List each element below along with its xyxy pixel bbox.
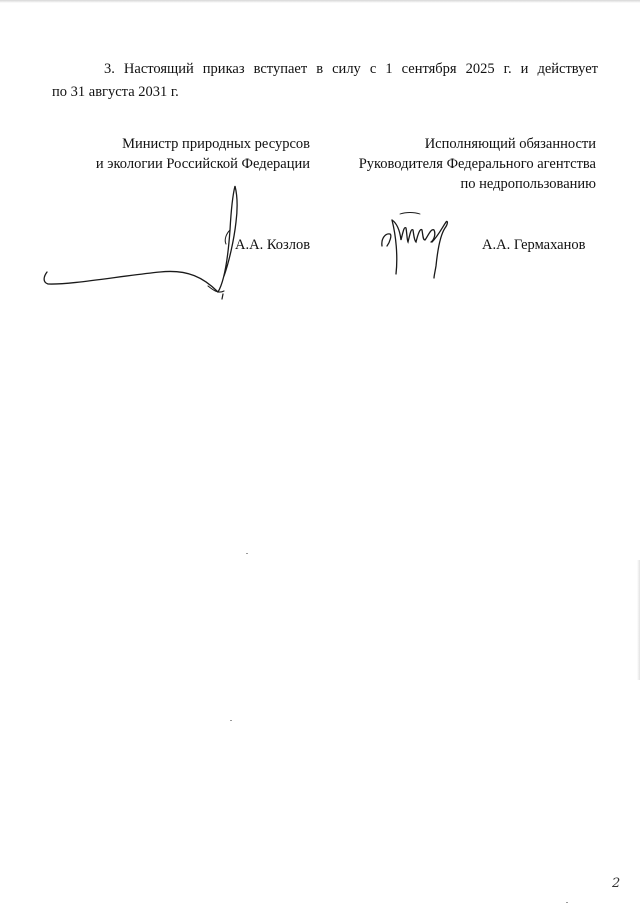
- signatory-left-title: [60, 134, 310, 174]
- signature-germakhanov: [376, 206, 456, 282]
- signatory-right-title: [330, 134, 596, 194]
- clause-line-1: 3. Настоящий приказ вступает в силу с 1 сентября 2025 г. и действует: [104, 61, 598, 77]
- scan-speck: [566, 902, 568, 903]
- scan-speck: [246, 553, 248, 554]
- signatory-right-title-line: Исполняющий обязанности: [424, 136, 596, 152]
- scan-speck: [230, 720, 232, 721]
- signatory-right-title-line: по недропользованию: [460, 176, 596, 192]
- signatory-left-title-line: и экологии Российской Федерации: [95, 156, 310, 172]
- page-number: 2: [612, 876, 621, 891]
- signatory-left-title-line: Министр природных ресурсов: [122, 136, 310, 152]
- signatory-right-name: А.А. Гермаханов: [482, 237, 586, 253]
- signatory-left-name: А.А. Козлов: [235, 237, 311, 253]
- order-clause-3: [52, 58, 598, 104]
- scan-edge-top: [0, 0, 640, 3]
- signature-kozlov: [40, 178, 250, 300]
- clause-line-2: по 31 августа 2031 г.: [52, 84, 179, 100]
- signatory-right-title-line: Руководителя Федерального агентства: [358, 156, 596, 172]
